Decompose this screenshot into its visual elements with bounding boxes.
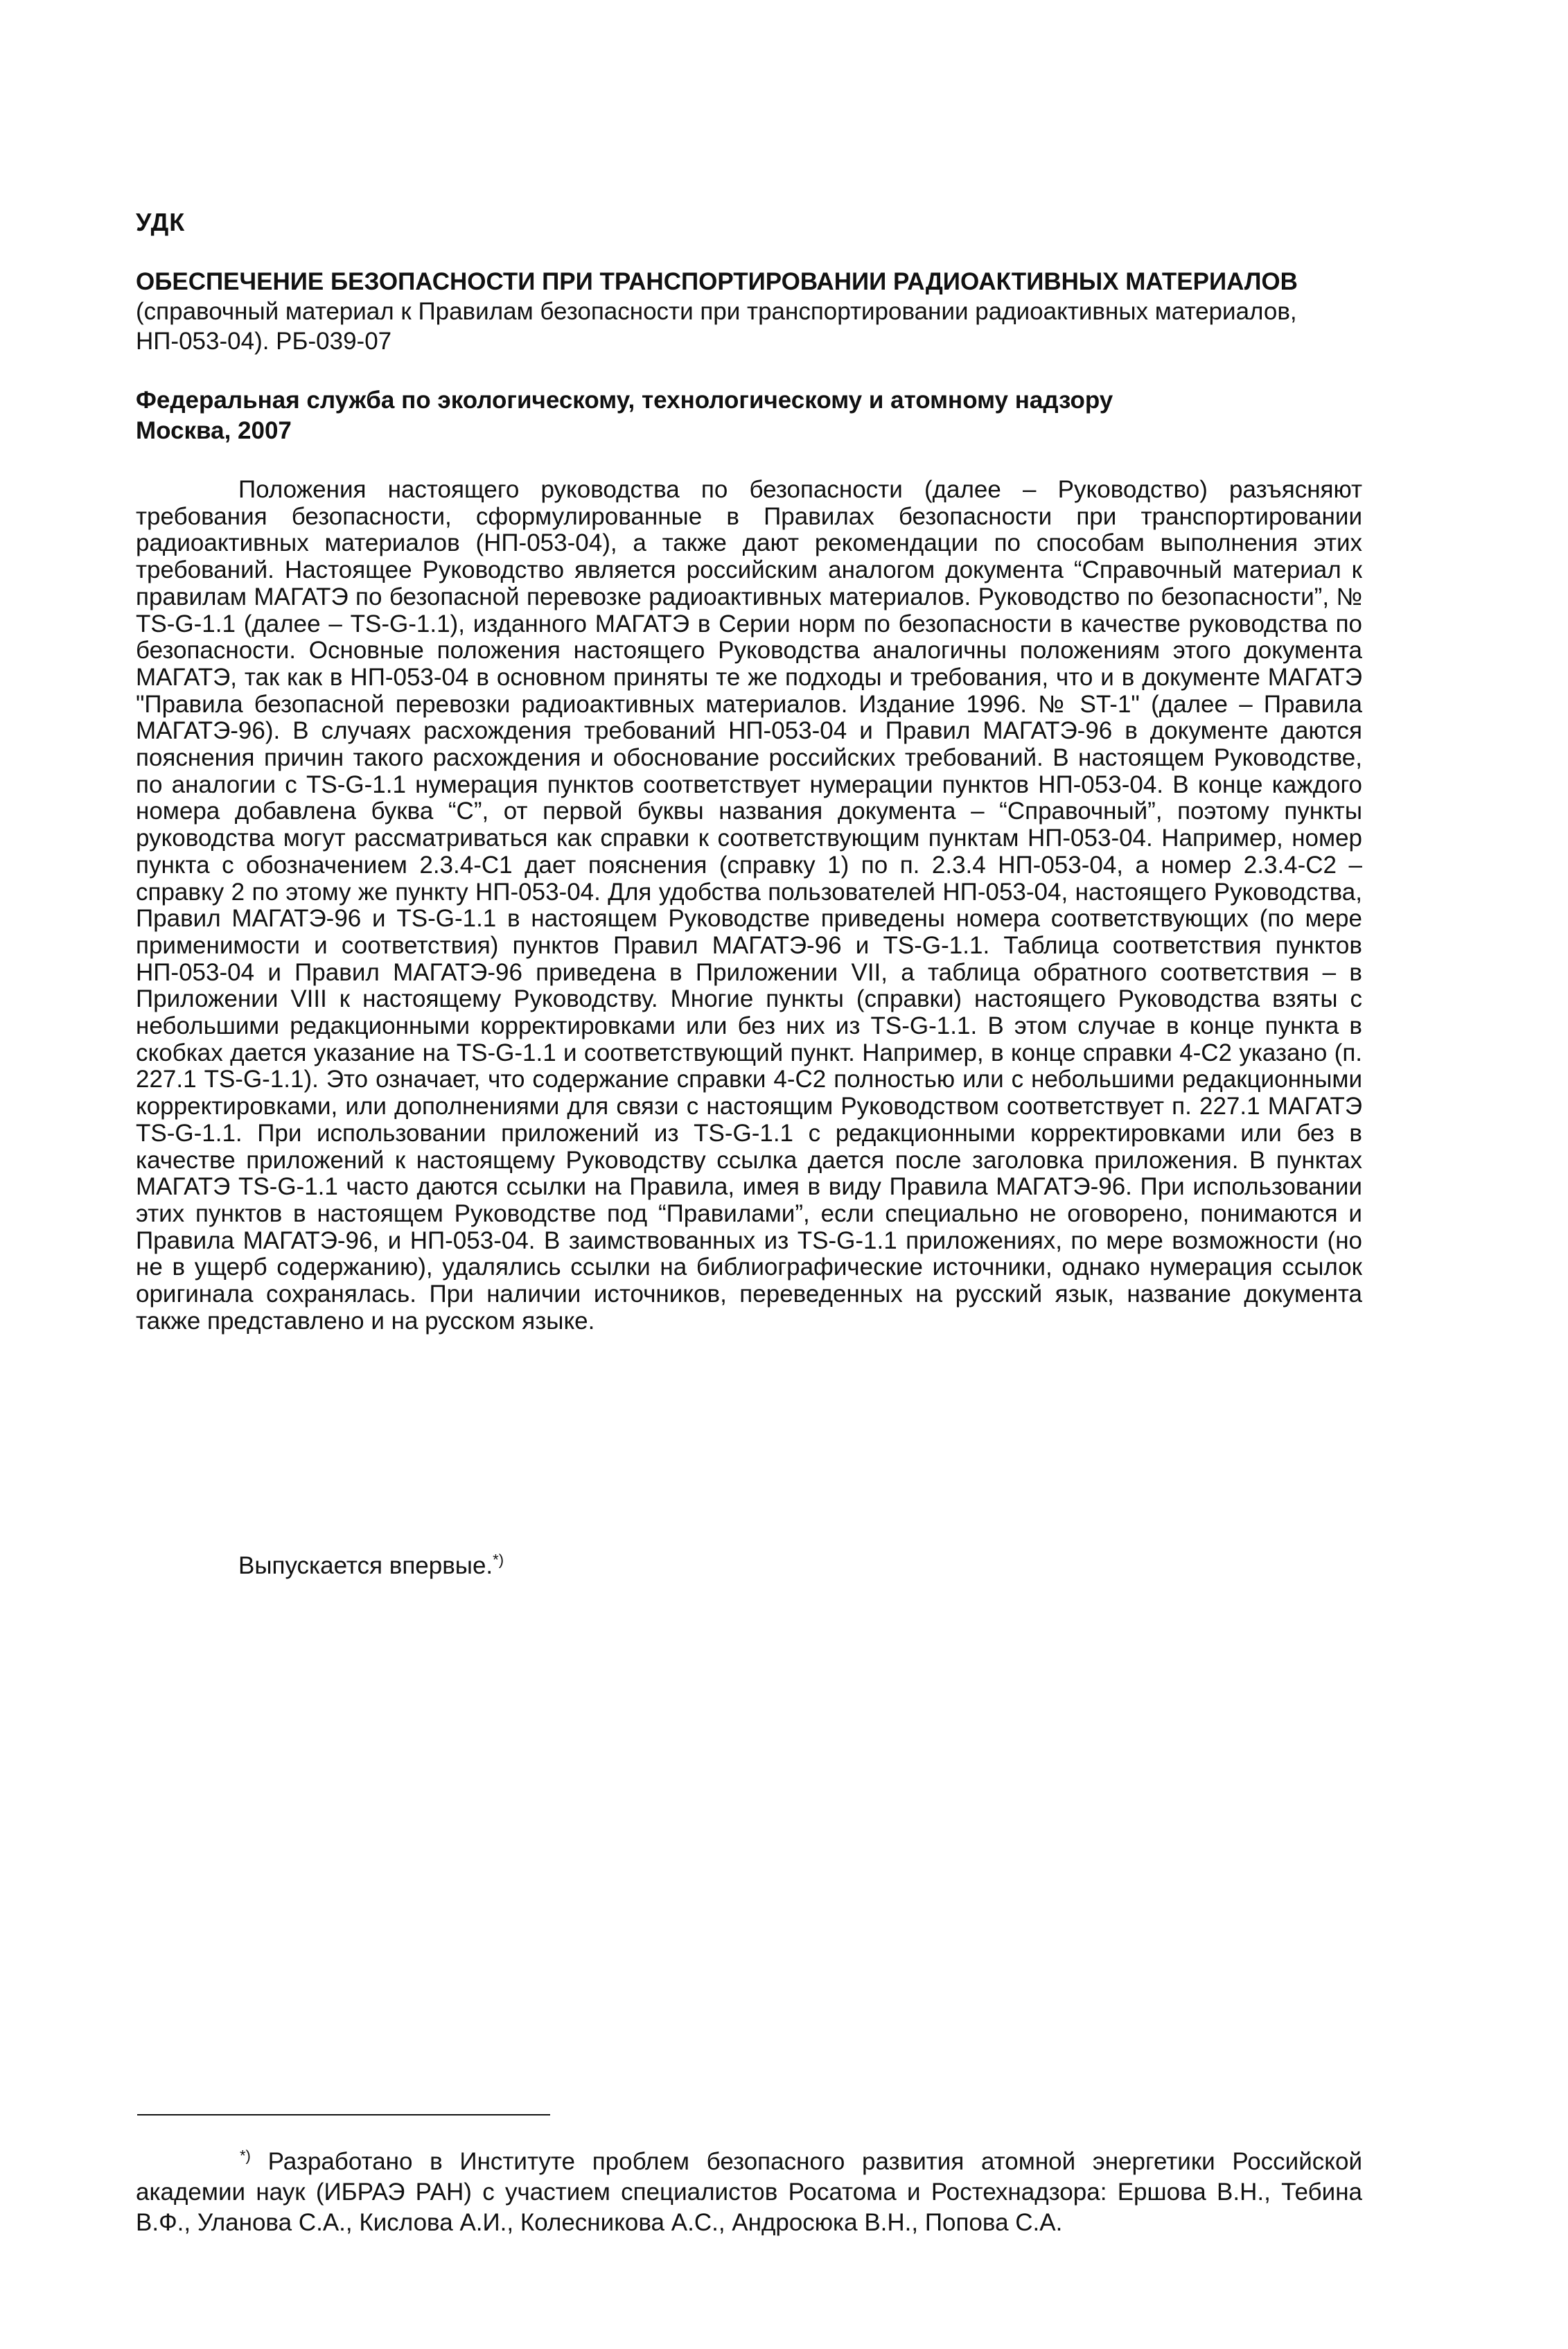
first-edition-note <box>238 1552 504 1580</box>
document-page <box>136 0 1362 2349</box>
first-edition-text: Выпускается впервые. <box>238 1552 493 1579</box>
body-paragraph: Положения настоящего руководства по безопасности (далее – Руководство) разъясняют требования безопасности, сформулированные в Правилах безопасности при транспортировании радиоактивных материалов (НП-053-04), а также дают рекомендации по способам выполнения этих требований. Настоящее Руководство является российским аналогом документа “Справочный материал к правилам МАГАТЭ по безопасной перевозке радиоактивных материалов. Руководство по безопасности”, № TS-G-1.1 (далее – TS-G-1.1), изданного МАГАТЭ в Серии норм по безопасности в качестве руководства по безопасности. Основные положения настоящего Руководства аналогичны положениям этого документа МАГАТЭ, так как в НП-053-04 в основном приняты те же подходы и требования, что и в документе МАГАТЭ "Правила безопасной перевозки радиоактивных материалов. Издание 1996. № ST-1" (далее – Правила МАГАТЭ-96). В случаях расхождения требований НП-053-04 и Правил МАГАТЭ-96 в документе даются пояснения причин такого расхождения и обоснование российских требований. В настоящем Руководстве, по аналогии с TS-G-1.1 нумерация пунктов соответствует нумерации пунктов НП-053-04. В конце каждого номера добавлена буква “С”, от первой буквы названия документа – “Справочный”, поэтому пункты руководства могут рассматриваться как справки к соответствующим пунктам НП-053-04. Например, номер пункта с обозначением 2.3.4-С1 дает пояснения (справку 1) по п. 2.3.4 НП-053-04, а номер 2.3.4-С2 – справку 2 по этому же пункту НП-053-04. Для удобства пользователей НП-053-04, настоящего Руководства, Правил МАГАТЭ-96 и TS-G-1.1 в настоящем Руководстве приведены номера соответствующих (по мере применимости и соответствия) пунктов Правил МАГАТЭ-96 и TS-G-1.1. Таблица соответствия пунктов НП-053-04 и Правил МАГАТЭ-96 приведена в Приложении VII, а таблица обратного соответствия – в Приложении VIII к настоящему Руководству. Многие пункты (справки) настоящего Руководства взяты с небольшими редакционными корректировками или без них из TS-G-1.1. В этом случае в конце пункта в скобках дается указание на TS-G-1.1 и соответствующий пункт. Например, в конце справки 4-С2 указано (п. 227.1 TS-G-1.1). Это означает, что содержание справки 4-С2 полностью или с небольшими редакционными корректировками, или дополнениями для связи с настоящим Руководством соответствует п. 227.1 МАГАТЭ TS-G-1.1. При использовании приложений из TS-G-1.1 с редакционными корректировками или без в качестве приложений к настоящему Руководству ссылка дается после заголовка приложения. В пунктах МАГАТЭ TS-G-1.1 часто даются ссылки на Правила, имея в виду Правила МАГАТЭ-96. При использовании этих пунктов в настоящем Руководстве под “Правилами”, если специально не оговорено, понимаются и Правила МАГАТЭ-96, и НП-053-04. В заимствованных из TS-G-1.1 приложениях, по мере возможности (но не в ущерб содержанию), удалялись ссылки на библиографические источники, однако нумерация ссылок оригинала сохранялась. При наличии источников, переведенных на русский язык, название документа также представлено и на русском языке. <box>136 476 1363 1335</box>
document-title-main: ОБЕСПЕЧЕНИЕ БЕЗОПАСНОСТИ ПРИ ТРАНСПОРТИРОВАНИИ РАДИОАКТИВНЫХ МАТЕРИАЛОВ <box>136 268 1298 295</box>
udk-label: УДК <box>136 208 186 236</box>
footnote-divider <box>137 2114 550 2115</box>
publisher-block <box>136 385 1362 446</box>
footnote <box>136 2147 1362 2238</box>
document-title-subtitle: (справочный материал к Правилам безопасности при транспортировании радиоактивных материалов, НП-053-04). РБ-039-07 <box>136 298 1297 355</box>
first-edition-footnote-marker: *) <box>493 1551 504 1569</box>
publisher-name: Федеральная служба по экологическому, технологическому и атомному надзору <box>136 387 1113 414</box>
document-title <box>136 267 1362 356</box>
publication-city-year: Москва, 2007 <box>136 417 292 444</box>
footnote-text: Разработано в Институте проблем безопасного развития атомной энергетики Российской академии наук (ИБРАЭ РАН) с участием специалистов Росатома и Ростехнадзора: Ершова В.Н., Тебина В.Ф., Уланова С.А., Кислова А.И., Колесникова А.С., Андросюка В.Н., Попова С.А. <box>136 2148 1362 2236</box>
footnote-marker: *) <box>240 2147 251 2165</box>
